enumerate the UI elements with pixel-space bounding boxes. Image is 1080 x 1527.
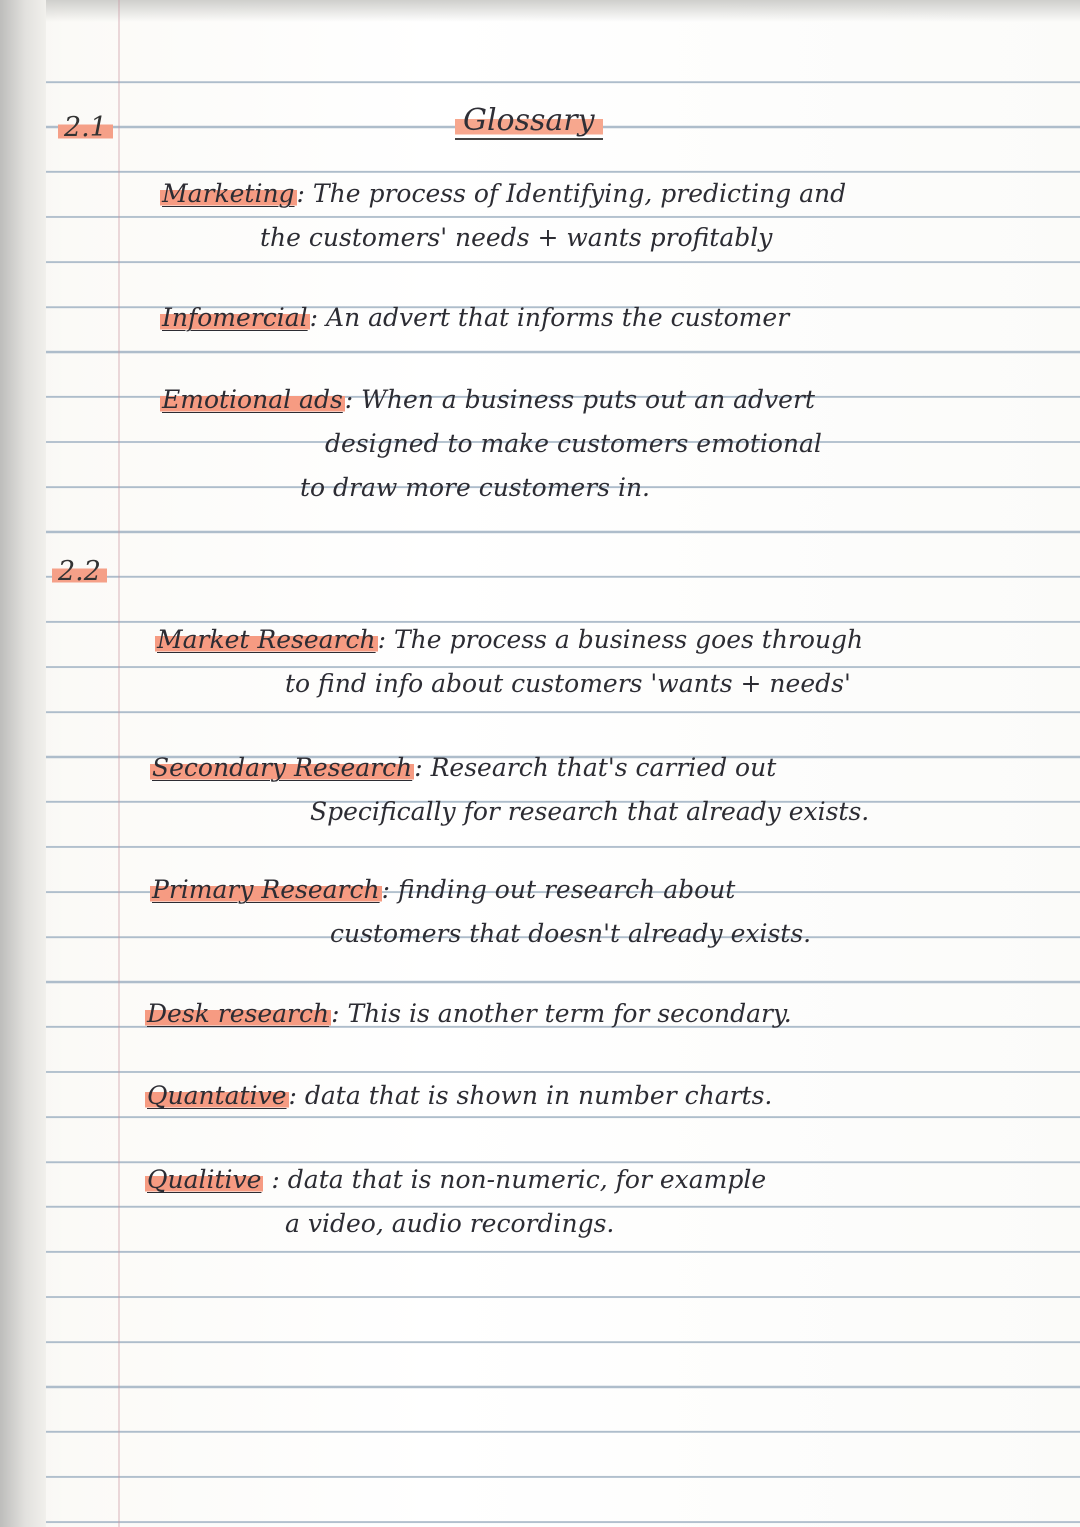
glossary-entry-marketing — [160, 172, 846, 260]
definition-text: data that is non-numeric, for example — [287, 1165, 767, 1194]
glossary-entry-emotional-ads — [160, 378, 822, 510]
glossary-entry-market-research — [155, 618, 863, 706]
entry-line-2: the customers' needs + wants profitably — [260, 223, 773, 252]
section-number-2-2: 2.2 — [52, 556, 107, 587]
definition-text: When a business puts out an advert — [361, 385, 815, 414]
entry-line-3: to draw more customers in. — [300, 473, 650, 502]
entry-line-2: customers that doesn't already exists. — [330, 919, 812, 948]
entry-line-1 — [160, 378, 822, 422]
term-separator: : — [414, 753, 431, 782]
glossary-entry-quantative — [145, 1074, 772, 1118]
glossary-entry-desk-research — [145, 992, 792, 1036]
entry-line-1 — [145, 992, 792, 1036]
entry-line-2: Specifically for research that already exists. — [310, 797, 870, 826]
definition-text: Research that's carried out — [430, 753, 777, 782]
definition-text: finding out research about — [397, 875, 736, 904]
term-separator: : — [296, 179, 313, 208]
margin-line — [118, 0, 120, 1527]
entry-line-1 — [160, 296, 789, 340]
glossary-term: Secondary Research — [152, 753, 413, 782]
term-separator: : — [331, 999, 348, 1028]
glossary-term: Marketing — [162, 179, 295, 208]
entry-line-2: a video, audio recordings. — [285, 1209, 615, 1238]
glossary-entry-primary-research — [150, 868, 811, 956]
glossary-entry-infomercial — [160, 296, 789, 340]
notebook-binding — [0, 0, 46, 1527]
entry-line-1 — [155, 618, 863, 662]
term-separator: : — [377, 625, 394, 654]
entry-line-1 — [150, 746, 869, 790]
term-separator: : — [344, 385, 362, 414]
term-separator: : — [263, 1165, 288, 1194]
glossary-entry-qualitive — [145, 1158, 766, 1246]
term-separator: : — [288, 1081, 305, 1110]
glossary-term: Qualitive — [147, 1165, 262, 1194]
glossary-entry-secondary-research — [150, 746, 869, 834]
definition-text: The process of Identifying, predicting and — [312, 179, 847, 208]
glossary-term: Desk research — [147, 999, 330, 1028]
glossary-term: Infomercial — [162, 303, 308, 332]
entry-line-1 — [145, 1074, 772, 1118]
glossary-term: Market Research — [157, 625, 376, 654]
glossary-term: Quantative — [147, 1081, 287, 1110]
page-top-shadow — [0, 0, 1080, 22]
definition-text: This is another term for secondary. — [347, 999, 792, 1028]
definition-text: data that is shown in number charts. — [304, 1081, 773, 1110]
definition-text: An advert that informs the customer — [326, 303, 790, 332]
page-title: Glossary — [455, 103, 603, 140]
glossary-term: Emotional ads — [162, 385, 343, 414]
section-number-2-1: 2.1 — [58, 112, 113, 143]
entry-line-1 — [160, 172, 846, 216]
entry-line-1 — [145, 1158, 766, 1202]
entry-line-1 — [150, 868, 811, 912]
entry-line-2: to find info about customers 'wants + needs' — [285, 669, 851, 698]
definition-text: The process a business goes through — [393, 625, 864, 654]
term-separator: : — [309, 303, 327, 332]
entry-line-2: designed to make customers emotional — [325, 429, 822, 458]
glossary-term: Primary Research — [152, 875, 380, 904]
term-separator: : — [381, 875, 398, 904]
